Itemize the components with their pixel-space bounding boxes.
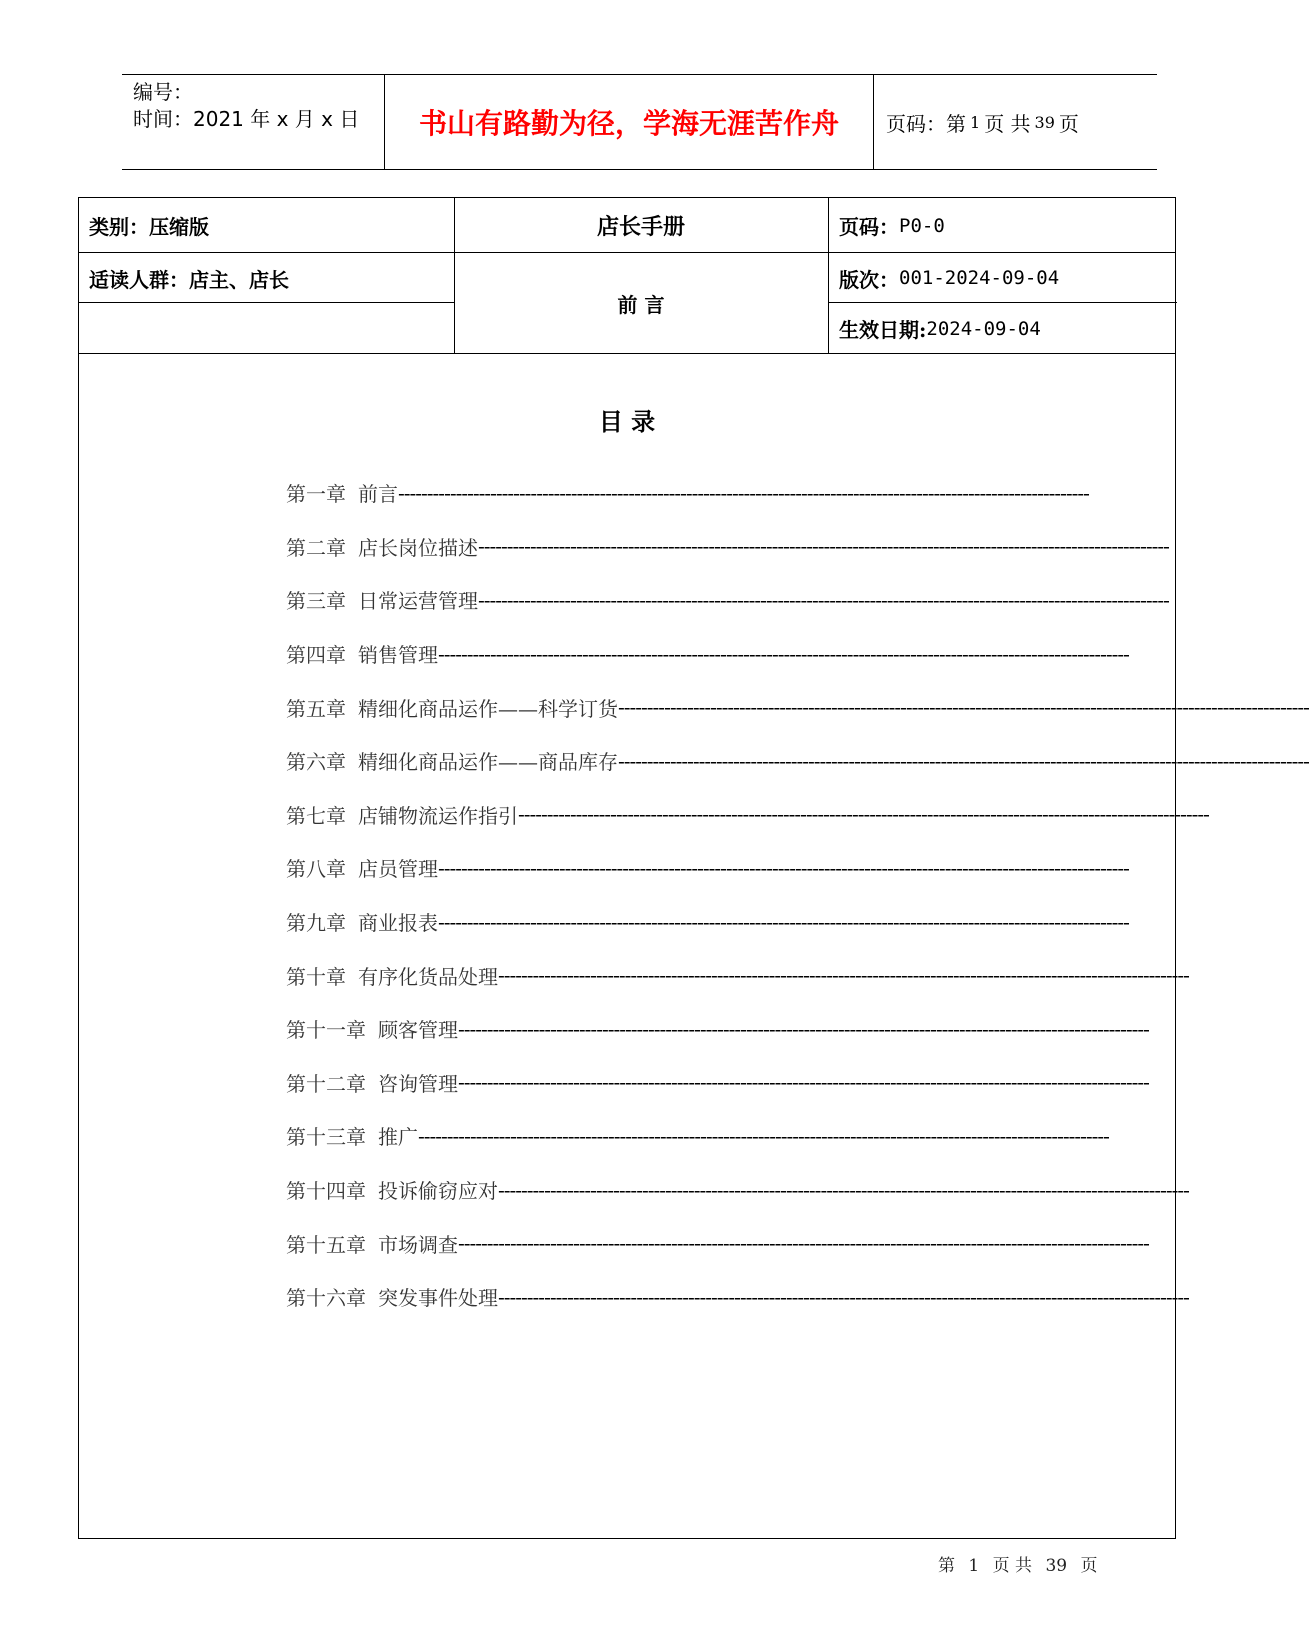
number-label: 编号： <box>133 80 193 104</box>
top-header-left <box>122 75 384 169</box>
toc-leader: ------------------------------------------------------------------------------------------------------------------------ <box>618 695 1309 720</box>
toc-item <box>286 1216 1149 1270</box>
toc-item <box>286 573 1169 627</box>
toc-item <box>286 1109 1109 1163</box>
footer-page-number <box>938 1551 1106 1576</box>
toc-leader: ------------------------------------------------------------------------------------------------------------------------ <box>498 1284 1189 1309</box>
toc-item <box>286 1270 1189 1324</box>
toc-chapter: 第十三章 <box>286 1125 366 1150</box>
effective-date-cell <box>839 303 1041 354</box>
footer-mid: 页 共 <box>992 1556 1033 1576</box>
toc-item <box>286 895 1129 949</box>
toc-leader: ------------------------------------------------------------------------------------------------------------------------ <box>438 909 1129 934</box>
toc-chapter: 第七章 <box>286 803 346 828</box>
top-page-indicator <box>874 75 1157 169</box>
version-cell <box>839 253 1059 303</box>
toc-leader: ------------------------------------------------------------------------------------------------------------------------ <box>458 1070 1149 1095</box>
top-page-suffix: 页 <box>1058 111 1079 136</box>
category-cell: 类别：压缩版 <box>89 215 209 239</box>
toc-chapter: 第十四章 <box>286 1179 366 1204</box>
meta-grid <box>79 198 1175 354</box>
motto: 书山有路勤为径，学海无涯苦作舟 <box>384 75 874 169</box>
toc-leader: ------------------------------------------------------------------------------------------------------------------------ <box>518 802 1209 827</box>
toc-chapter: 第九章 <box>286 911 346 936</box>
toc-leader: ------------------------------------------------------------------------------------------------------------------------ <box>438 855 1129 880</box>
toc-leader: ------------------------------------------------------------------------------------------------------------------------ <box>618 748 1309 773</box>
page-code-value: P0-0 <box>899 214 945 237</box>
grid-divider <box>828 198 829 354</box>
toc-chapter-name: 有序化货品处理 <box>358 964 498 989</box>
toc-chapter: 第十五章 <box>286 1232 366 1257</box>
toc-chapter-name: 投诉偷窃应对 <box>378 1179 498 1204</box>
footer-prefix: 第 <box>938 1556 955 1576</box>
toc-chapter-name: 前言 <box>358 482 398 507</box>
manual-title: 店长手册 <box>596 214 685 240</box>
toc-leader: ------------------------------------------------------------------------------------------------------------------------ <box>498 963 1189 988</box>
toc-chapter: 第六章 <box>286 750 346 775</box>
toc-item <box>286 841 1129 895</box>
effective-date-label: 生效日期: <box>839 318 927 342</box>
toc-chapter: 第一章 <box>286 482 346 507</box>
top-page-prefix: 页码：第 <box>886 111 966 136</box>
toc-chapter: 第十一章 <box>286 1018 366 1043</box>
top-page-mid: 页 共 <box>984 111 1031 136</box>
footer-suffix: 页 <box>1080 1556 1098 1576</box>
toc-chapter-name: 精细化商品运作——科学订货 <box>358 696 618 721</box>
toc-chapter: 第八章 <box>286 857 346 882</box>
toc-chapter: 第四章 <box>286 643 346 668</box>
page-code-cell <box>839 198 945 253</box>
toc-leader: ------------------------------------------------------------------------------------------------------------------------ <box>458 1016 1149 1041</box>
toc-leader: ------------------------------------------------------------------------------------------------------------------------ <box>438 641 1129 666</box>
toc-chapter: 第五章 <box>286 696 346 721</box>
section-subtitle: 前 言 <box>617 293 665 317</box>
toc-leader: ------------------------------------------------------------------------------------------------------------------------ <box>498 1177 1189 1202</box>
toc-item <box>286 1056 1149 1110</box>
page-code-label: 页码： <box>839 215 899 239</box>
version-label: 版次： <box>839 267 899 292</box>
toc-title: 目 录 <box>598 407 656 436</box>
version-value: 001-2024-09-04 <box>899 267 1060 289</box>
toc-item <box>286 627 1129 681</box>
toc-item <box>286 948 1189 1002</box>
toc-list <box>286 466 1309 1324</box>
toc-item <box>286 734 1309 788</box>
toc-chapter: 第十六章 <box>286 1286 366 1311</box>
toc-chapter-name: 顾客管理 <box>378 1018 458 1043</box>
document-frame <box>78 197 1309 1539</box>
toc-chapter-name: 店铺物流运作指引 <box>358 803 518 828</box>
toc-chapter-name: 店长岗位描述 <box>358 535 478 560</box>
footer-total: 39 <box>1045 1556 1068 1576</box>
toc-item <box>286 1163 1189 1217</box>
toc-leader: ------------------------------------------------------------------------------------------------------------------------ <box>458 1231 1149 1256</box>
time-label: 时间：2021 年 x 月 x 日 <box>133 107 360 131</box>
toc-chapter: 第二章 <box>286 535 346 560</box>
top-page-current: 1 <box>970 112 981 132</box>
toc-leader: ------------------------------------------------------------------------------------------------------------------------ <box>478 534 1169 559</box>
toc-leader: ------------------------------------------------------------------------------------------------------------------------ <box>418 1123 1109 1148</box>
toc-chapter-name: 店员管理 <box>358 857 438 882</box>
toc-chapter-name: 咨询管理 <box>378 1071 458 1096</box>
toc-item <box>286 1002 1149 1056</box>
top-page-total: 39 <box>1034 112 1055 132</box>
toc-chapter: 第三章 <box>286 589 346 614</box>
toc-chapter: 第十章 <box>286 964 346 989</box>
footer-current: 1 <box>968 1556 980 1576</box>
toc-leader: ------------------------------------------------------------------------------------------------------------------------ <box>478 587 1169 612</box>
toc-item <box>286 520 1169 574</box>
toc-item <box>286 466 1089 520</box>
toc-chapter-name: 市场调查 <box>378 1232 458 1257</box>
audience-cell: 适读人群：店主、店长 <box>89 267 289 292</box>
toc-chapter-name: 日常运营管理 <box>358 589 478 614</box>
toc-chapter-name: 突发事件处理 <box>378 1286 498 1311</box>
top-header <box>122 74 1157 170</box>
toc-item <box>286 788 1209 842</box>
toc-chapter-name: 精细化商品运作——商品库存 <box>358 750 618 775</box>
toc-chapter-name: 销售管理 <box>358 643 438 668</box>
effective-date-value: 2024-09-04 <box>926 317 1041 340</box>
toc-leader: ------------------------------------------------------------------------------------------------------------------------ <box>398 480 1089 505</box>
toc-item <box>286 680 1309 734</box>
toc-chapter-name: 推广 <box>378 1125 418 1150</box>
toc-chapter: 第十二章 <box>286 1071 366 1096</box>
toc-chapter-name: 商业报表 <box>358 911 438 936</box>
